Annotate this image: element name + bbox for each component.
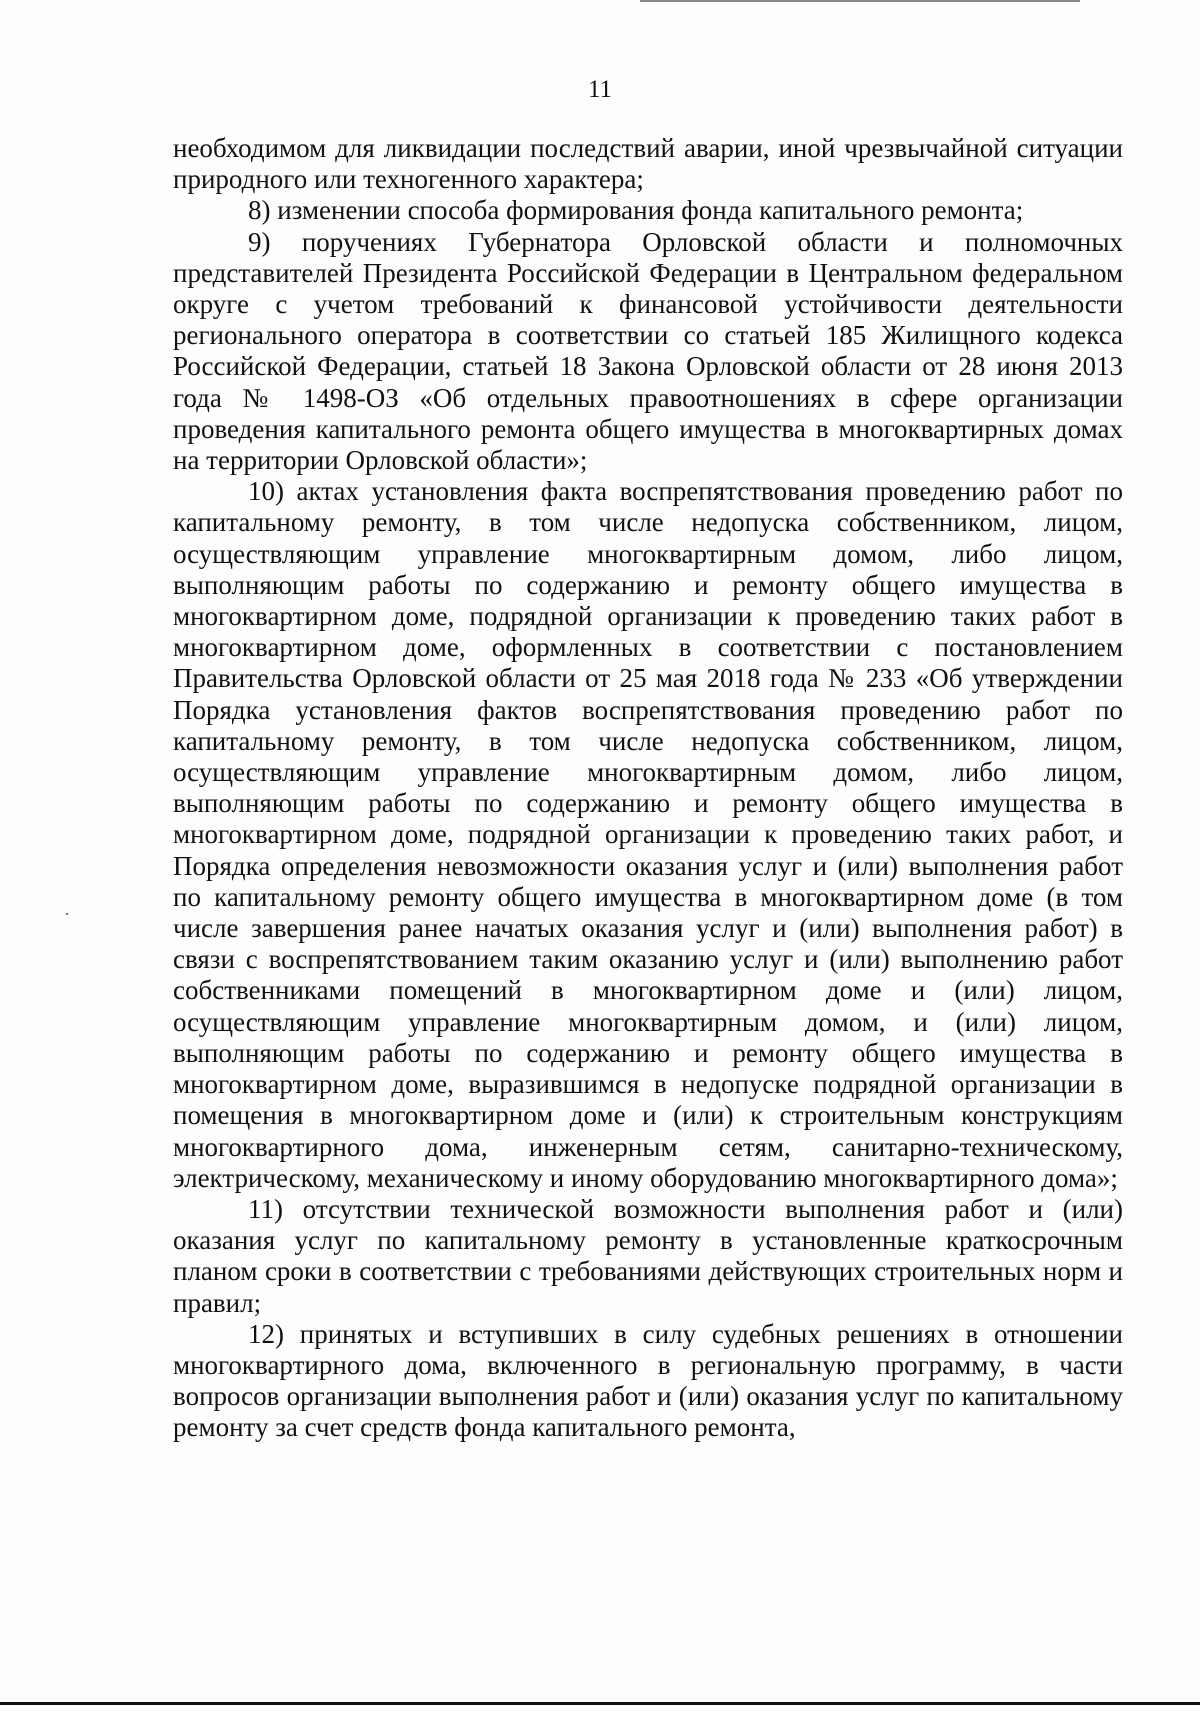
paragraph-item-9: 9) поручениях Губернатора Орловской области и полномочных представителей Президента Российской Федерации в Центральном федеральном округе с учетом требований к финансовой устойчивости деятельности регионального оператора в соответствии со статьей 185 Жилищного кодекса Российской Федерации, статьей 18 Закона Орловской области от 28 июня 2013 года № 1498-ОЗ «Об отдельных правоотношениях в сфере организации проведения капитального ремонта общего имущества в многоквартирных домах на территории Орловской области»;: [173, 226, 1123, 476]
paragraph-continuation: необходимом для ликвидации последствий аварии, иной чрезвычайной ситуации природного или техногенного характера;: [173, 133, 1123, 195]
scan-top-edge-line: [640, 0, 1080, 2]
document-body: [173, 133, 1123, 1444]
scan-margin-speck: [66, 913, 68, 915]
paragraph-item-8: 8) изменении способа формирования фонда капитального ремонта;: [248, 195, 1024, 226]
page-number: 11: [587, 76, 613, 103]
paragraph-item-12: 12) принятых и вступивших в силу судебных решениях в отношении многоквартирного дома, включенного в региональную программу, в части вопросов организации выполнения работ и (или) оказания услуг по капитальному ремонту за счет средств фонда капитального ремонта,: [173, 1318, 1123, 1443]
paragraph-item-11: 11) отсутствии технической возможности выполнения работ и (или) оказания услуг по капитальному ремонту в установленные краткосрочным планом сроки в соответствии с требованиями действующих строительных норм и правил;: [173, 1193, 1123, 1318]
scan-bottom-edge-line: [0, 1702, 1200, 1705]
paragraph-item-10: 10) актах установления факта воспрепятствования проведению работ по капитальному ремонту, в том числе недопуска собственником, лицом, осуществляющим управление многоквартирным домом, либо лицом, выполняющим работы по содержанию и ремонту общего имущества в многоквартирном доме, подрядной организации к проведению таких работ в многоквартирном доме, оформленных в соответствии с постановлением Правительства Орловской области от 25 мая 2018 года № 233 «Об утверждении Порядка установления фактов воспрепятствования проведению работ по капитальному ремонту, в том числе недопуска собственником, лицом, осуществляющим управление многоквартирным домом, либо лицом, выполняющим работы по содержанию и ремонту общего имущества в многоквартирном доме, подрядной организации к проведению таких работ, и Порядка определения невозможности оказания услуг и (или) выполнения работ по капитальному ремонту общего имущества в многоквартирном доме (в том числе завершения ранее начатых оказания услуг и (или) выполнения работ) в связи с воспрепятствованием таким оказанию услуг и (или) выполнению работ собственниками помещений в многоквартирном доме и (или) лицом, осуществляющим управление многоквартирным домом, и (или) лицом, выполняющим работы по содержанию и ремонту общего имущества в многоквартирном доме, выразившимся в недопуске подрядной организации в помещения в многоквартирном доме и (или) к строительным конструкциям многоквартирного дома, инженерным сетям, санитарно-техническому, электрическому, механическому и иному оборудованию многоквартирного дома»;: [173, 476, 1123, 1193]
